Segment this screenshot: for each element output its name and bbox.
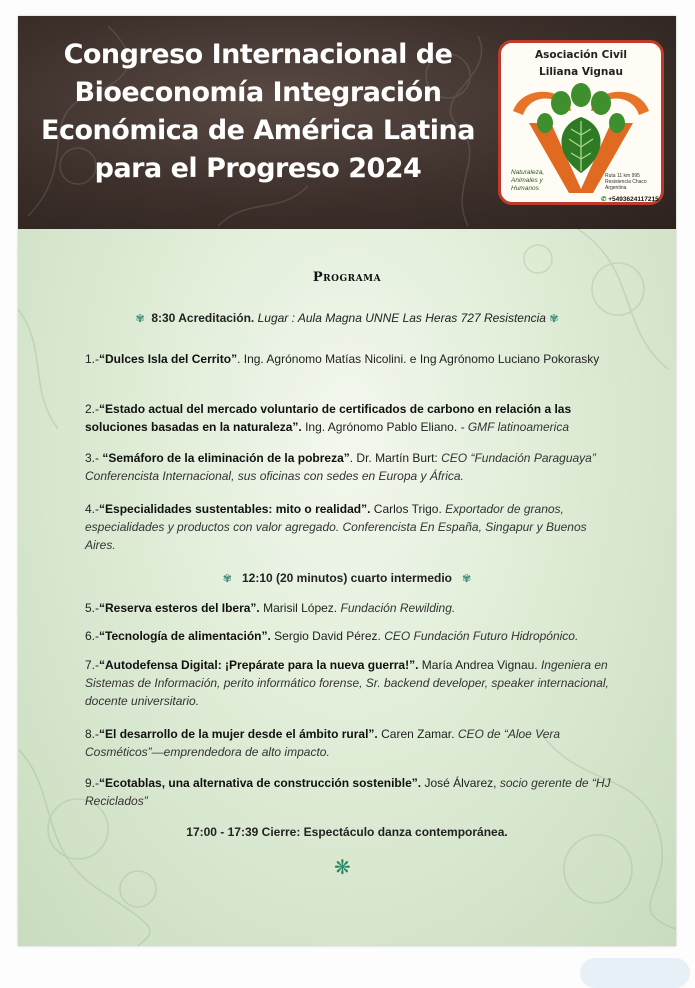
logo-name [501,47,661,81]
program-item [85,449,613,485]
item-talk: “Semáforo de la eliminación de la pobreza” [99,451,350,465]
whatsapp-icon: ✆ [601,196,607,203]
item-role: CEO de “Aloe Vera Cosméticos”—emprendedora de alto impacto. [85,727,561,759]
program-item [85,627,613,645]
program-item [85,400,613,436]
header-banner [18,16,676,229]
program-item [85,725,613,761]
item-speaker: José Álvarez, [421,776,500,790]
intermission-text: 12:10 (20 minutos) cuarto intermedio [241,571,453,585]
address-line: Resistencia Chaco [605,179,647,185]
item-speaker: María Andrea Vignau. [418,658,541,672]
item-role: Exportador de granos, especialidades y productos con valor agregado. Conferencista En España, Singapur y Buenos Aires. [85,502,587,552]
item-talk: “Especialidades sustentables: mito o realidad”. [99,502,371,516]
item-speaker: Carlos Trigo. [370,502,446,516]
logo-phone [601,195,659,203]
accreditation-label: 8:30 Acreditación. [151,311,255,325]
item-speaker: Marisil López. [259,601,341,615]
item-role: Fundación Rewilding. [340,601,456,615]
item-number: 2.- [85,402,100,416]
phone-number: +5493624117215 [608,196,659,203]
title-line: Bioeconomía Integración [74,77,442,108]
closing-line [18,825,676,839]
intermission-line [18,571,676,585]
item-number: 4.- [85,502,100,516]
program-item [85,599,613,617]
item-role: - GMF latinoamerica [457,420,569,434]
item-number: 7.- [85,658,100,672]
closing-text: 17:00 - 17:39 Cierre: Espectáculo danza contemporánea. [186,825,508,839]
accreditation-line [18,311,676,325]
flower-ornament-icon: ❋ [334,857,351,879]
logo-name-line1: Asociación Civil [534,49,627,61]
title-line: Congreso Internacional de [63,39,453,70]
event-title [38,36,478,188]
flower-bullet-icon: ✾ [135,313,145,325]
item-talk: “Autodefensa Digital: ¡Prepárate para la nueva guerra!”. [99,658,419,672]
item-number: 3.- [85,451,100,465]
program-item [85,656,613,710]
item-talk: “Reserva esteros del Ibera”. [99,601,260,615]
program-title: Programa [312,270,382,285]
item-role: Ingeniera en Sistemas de Información, perito informático forense, Sr. backend developer, speaker internacional, docente universitario. [85,658,609,708]
association-logo [498,40,664,205]
item-talk: “Estado actual del mercado voluntario de certificados de carbono en relación a las soluciones basadas en la naturaleza”. [85,402,572,434]
item-number: 5.- [85,601,100,615]
logo-address [605,173,665,191]
item-number: 6.- [85,629,100,643]
program-item [85,350,613,368]
item-talk: “Tecnología de alimentación”. [99,629,271,643]
item-number: 1.- [85,352,100,366]
logo-name-line2: Liliana Vignau [539,66,623,78]
accreditation-place: Lugar : Aula Magna UNNE Las Heras 727 Resistencia [257,311,546,325]
item-speaker: Ing. Agrónomo Pablo Eliano. [301,420,458,434]
item-number: 9.- [85,776,100,790]
logo-tagline: Naturaleza, Animales y Humanos [511,169,545,192]
item-speaker: . Dr. Martín Burt: [349,451,442,465]
item-talk: “Dulces Isla del Cerrito” [99,352,238,366]
title-line: Económica de América Latina [41,115,475,146]
item-speaker: Sergio David Pérez. [270,629,385,643]
item-talk: “El desarrollo de la mujer desde el ámbito rural”. [99,727,378,741]
program-item [85,774,613,810]
floating-action-button[interactable] [580,958,690,988]
flower-bullet-icon: ✾ [222,573,232,585]
item-number: 8.- [85,727,100,741]
item-talk: “Ecotablas, una alternativa de construcción sostenible”. [99,776,422,790]
item-speaker: Caren Zamar. [377,727,458,741]
item-role: socio gerente de “HJ Reciclados” [85,776,611,808]
address-line: Argentina [605,185,627,191]
flower-bullet-icon: ✾ [549,313,559,325]
item-speaker: . Ing. Agrónomo Matías Nicolini. e Ing Agrónomo Luciano Pokorasky [237,352,600,366]
flyer-page [18,16,676,946]
flower-bullet-icon: ✾ [462,573,472,585]
item-role: CEO Fundación Futuro Hidropónico. [384,629,579,643]
program-item [85,500,613,554]
address-line: Ruta 11 km 995 [605,173,640,179]
item-role: CEO “Fundación Paraguaya” Conferencista Internacional, sus oficinas con sedes en Europa y África. [85,451,596,483]
title-line: para el Progreso 2024 [94,153,422,184]
